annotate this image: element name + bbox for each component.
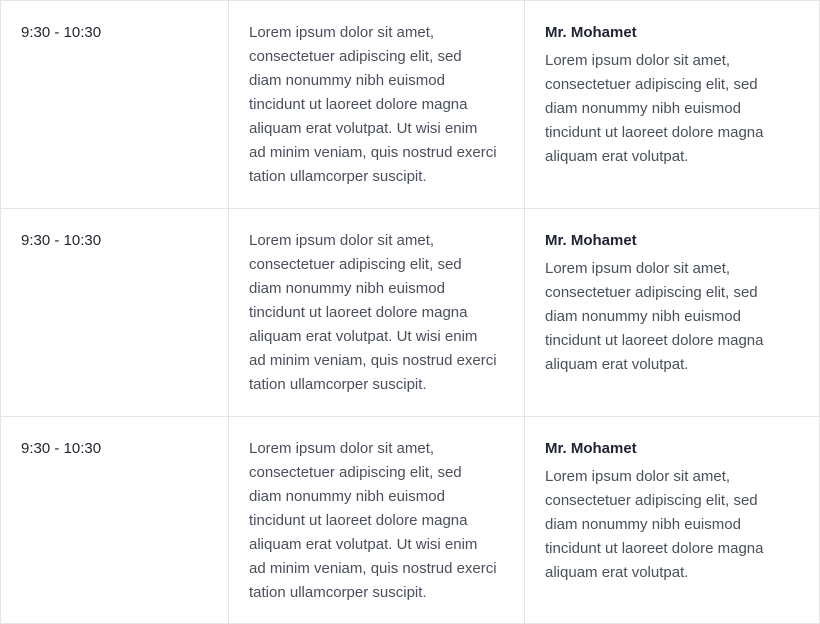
session-time: 9:30 - 10:30 [21, 24, 102, 41]
speaker-name: Mr. Mohamet [545, 440, 637, 457]
speaker-name: Mr. Mohamet [545, 232, 637, 249]
speaker-bio: Lorem ipsum dolor sit amet, consectetuer adipiscing elit, sed diam nonummy nibh euismod tincidunt ut laoreet dolore magna aliquam erat volutpat. [545, 260, 764, 373]
session-time: 9:30 - 10:30 [21, 440, 102, 457]
session-description: Lorem ipsum dolor sit amet, consectetuer adipiscing elit, sed diam nonummy nibh euismod tincidunt ut laoreet dolore magna aliquam erat volutpat. Ut wisi enim ad minim veniam, quis nostrud exerci tation ullamcorper suscipit. [228, 417, 524, 623]
table-row [1, 0, 819, 208]
speaker-cell [524, 417, 820, 623]
session-time: 9:30 - 10:30 [21, 232, 102, 249]
table-row [1, 208, 819, 416]
speaker-name: Mr. Mohamet [545, 24, 637, 41]
speaker-bio: Lorem ipsum dolor sit amet, consectetuer adipiscing elit, sed diam nonummy nibh euismod tincidunt ut laoreet dolore magna aliquam erat volutpat. [545, 468, 764, 581]
session-description: Lorem ipsum dolor sit amet, consectetuer adipiscing elit, sed diam nonummy nibh euismod tincidunt ut laoreet dolore magna aliquam erat volutpat. Ut wisi enim ad minim veniam, quis nostrud exerci tation ullamcorper suscipit. [228, 1, 524, 208]
speaker-bio: Lorem ipsum dolor sit amet, consectetuer adipiscing elit, sed diam nonummy nibh euismod tincidunt ut laoreet dolore magna aliquam erat volutpat. [545, 52, 764, 165]
table-row [1, 416, 819, 624]
speaker-cell [524, 209, 820, 416]
session-description: Lorem ipsum dolor sit amet, consectetuer adipiscing elit, sed diam nonummy nibh euismod tincidunt ut laoreet dolore magna aliquam erat volutpat. Ut wisi enim ad minim veniam, quis nostrud exerci tation ullamcorper suscipit. [228, 209, 524, 416]
speaker-cell [524, 1, 820, 208]
